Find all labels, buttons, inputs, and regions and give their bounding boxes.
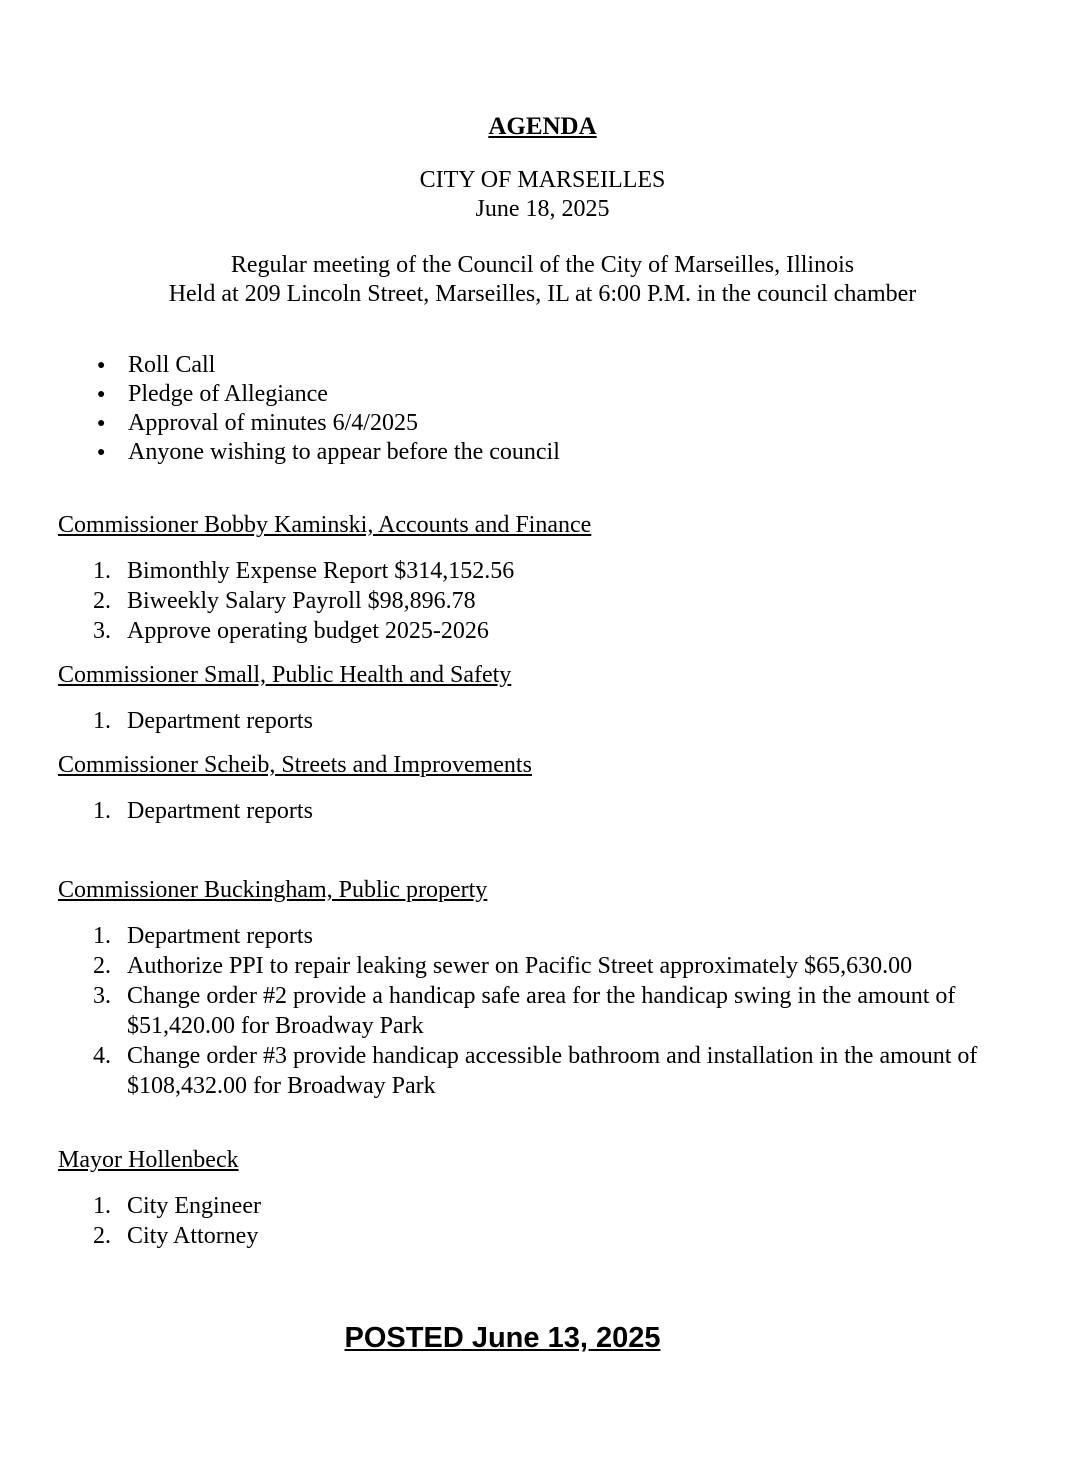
section-buckingham: [58, 876, 1027, 1101]
section-heading: [58, 876, 1027, 905]
list-item: [58, 706, 1027, 736]
list-item: [58, 409, 1027, 438]
item-text: Biweekly Salary Payroll $98,896.78: [127, 588, 476, 614]
bullet-icon: ●: [97, 445, 106, 460]
item-number: 3.: [93, 983, 111, 1009]
section-items-list: [58, 1191, 1027, 1251]
document-title: [58, 112, 1027, 141]
preliminary-item-roll-call: Roll Call: [128, 352, 216, 378]
bullet-icon: ●: [97, 416, 106, 431]
item-number: 1.: [93, 923, 111, 949]
section-heading-text: Mayor Hollenbeck: [58, 1147, 239, 1173]
preliminary-items-list: [58, 351, 1027, 467]
org-block: [58, 166, 1027, 224]
list-item: [58, 1221, 1027, 1251]
bullet-icon: ●: [97, 358, 106, 373]
section-heading: [58, 511, 1027, 540]
list-item: [58, 796, 1027, 826]
preliminary-item-pledge: Pledge of Allegiance: [128, 381, 328, 407]
posted-notice-text: POSTED June 13, 2025: [344, 1322, 661, 1354]
section-heading: [58, 751, 1027, 780]
list-item: [58, 616, 1027, 646]
bullet-icon: ●: [97, 387, 106, 402]
organization-name: CITY OF MARSEILLES: [419, 167, 666, 193]
item-text: Bimonthly Expense Report $314,152.56: [127, 558, 515, 584]
item-text: Approve operating budget 2025-2026: [127, 618, 489, 644]
item-number: 3.: [93, 618, 111, 644]
list-item: [58, 556, 1027, 586]
section-small: [58, 661, 1027, 736]
list-item: [58, 921, 1027, 951]
item-text: City Engineer: [127, 1193, 261, 1219]
list-item: [58, 1041, 1027, 1101]
section-scheib: [58, 751, 1027, 826]
section-items-list: [58, 921, 1027, 1101]
section-items-list: [58, 796, 1027, 826]
item-number: 4.: [93, 1043, 111, 1069]
list-item: [58, 438, 1027, 467]
list-item: [58, 951, 1027, 981]
item-number: 1.: [93, 1193, 111, 1219]
item-text: Department reports: [127, 708, 313, 734]
item-number: 2.: [93, 953, 111, 979]
item-text: Change order #3 provide handicap accessible bathroom and installation in the amount of $108,432.00 for Broadway Park: [127, 1043, 978, 1099]
section-heading-text: Commissioner Scheib, Streets and Improvements: [58, 752, 532, 778]
document-title-text: AGENDA: [488, 113, 597, 140]
section-heading-text: Commissioner Buckingham, Public property: [58, 877, 488, 903]
item-number: 1.: [93, 708, 111, 734]
section-mayor: [58, 1146, 1027, 1251]
preliminary-item-appear: Anyone wishing to appear before the council: [128, 439, 560, 465]
section-items-list: [58, 706, 1027, 736]
section-heading-text: Commissioner Bobby Kaminski, Accounts and Finance: [58, 512, 592, 538]
intro-block: [58, 251, 1027, 309]
item-number: 2.: [93, 1223, 111, 1249]
item-number: 1.: [93, 558, 111, 584]
preliminary-item-minutes: Approval of minutes 6/4/2025: [128, 410, 418, 436]
list-item: [58, 351, 1027, 380]
item-number: 2.: [93, 588, 111, 614]
section-heading: [58, 661, 1027, 690]
section-kaminski: [58, 511, 1027, 646]
item-text: Department reports: [127, 798, 313, 824]
section-heading: [58, 1146, 1027, 1175]
intro-line-2: Held at 209 Lincoln Street, Marseilles, IL at 6:00 P.M. in the council chamber: [168, 281, 917, 307]
item-text: Authorize PPI to repair leaking sewer on Pacific Street approximately $65,630.00: [127, 953, 913, 979]
intro-line-1: Regular meeting of the Council of the City of Marseilles, Illinois: [230, 252, 855, 278]
meeting-date: June 18, 2025: [475, 196, 610, 222]
list-item: [58, 1191, 1027, 1221]
item-text: Department reports: [127, 923, 313, 949]
posted-notice: [18, 1321, 987, 1355]
list-item: [58, 981, 1027, 1041]
list-item: [58, 380, 1027, 409]
list-item: [58, 586, 1027, 616]
item-number: 1.: [93, 798, 111, 824]
item-text: City Attorney: [127, 1223, 259, 1249]
item-text: Change order #2 provide a handicap safe area for the handicap swing in the amount of $51,420.00 for Broadway Park: [127, 983, 956, 1039]
section-heading-text: Commissioner Small, Public Health and Safety: [58, 662, 512, 688]
section-items-list: [58, 556, 1027, 646]
